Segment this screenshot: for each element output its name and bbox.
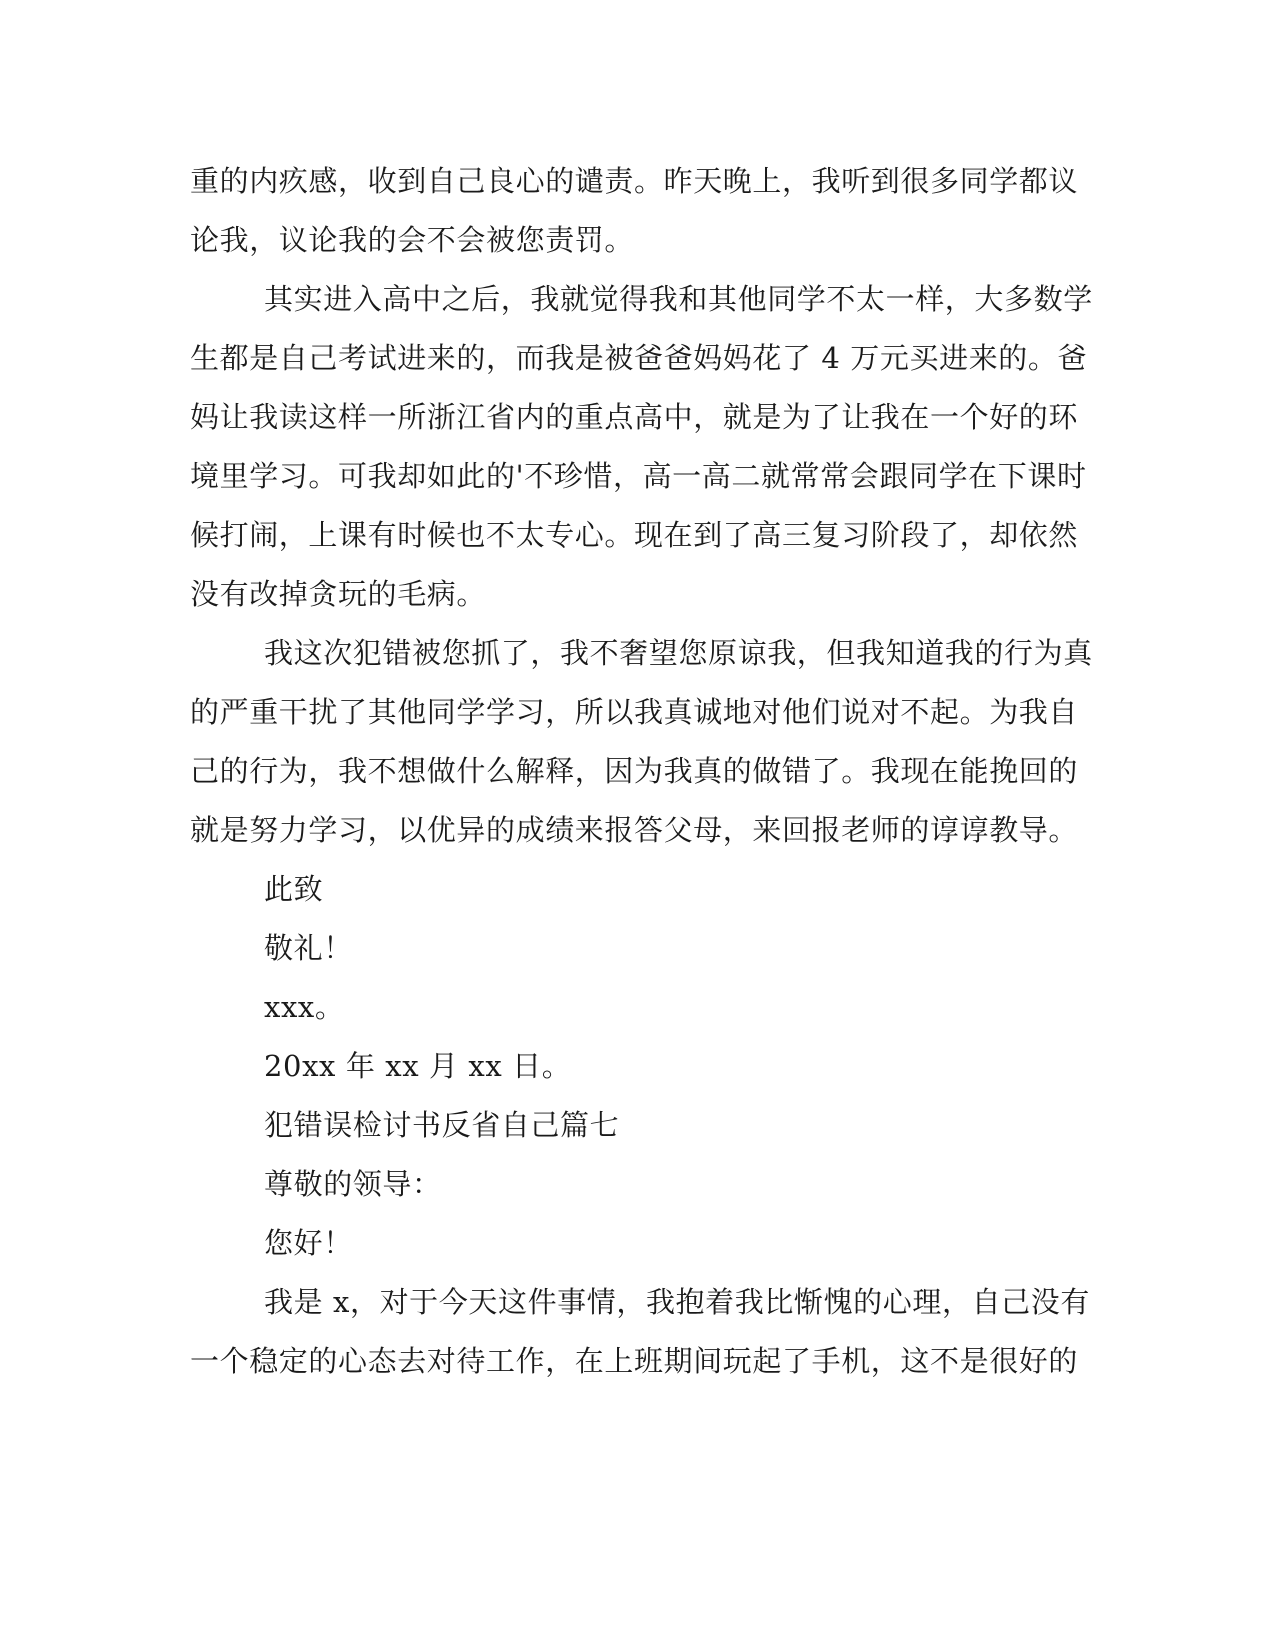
section-title: 犯错误检讨书反省自己篇七: [264, 1108, 620, 1142]
paragraph-start: 我这次犯错被您抓了，我不奢望您原谅我，但我知道我的行为真: [264, 636, 1093, 670]
greeting: 您好！: [264, 1226, 353, 1260]
text-line: 没有改掉贪玩的毛病。: [190, 577, 487, 611]
text-line: 就是努力学习，以优异的成绩来报答父母，来回报老师的谆谆教导。: [190, 813, 1079, 847]
text-line: 的严重干扰了其他同学学习，所以我真诚地对他们说对不起。为我自: [190, 695, 1079, 729]
text-line: 候打闹，上课有时候也不太专心。现在到了高三复习阶段了，却依然: [190, 518, 1079, 552]
text-line: 妈让我读这样一所浙江省内的重点高中，就是为了让我在一个好的环: [190, 400, 1079, 434]
text-line: 境里学习。可我却如此的'不珍惜，高一高二就常常会跟同学在下课时: [190, 459, 1087, 493]
closing-phrase: 此致: [264, 872, 324, 906]
paragraph-start: 我是 x，对于今天这件事情，我抱着我比惭愧的心理，自己没有: [264, 1285, 1090, 1319]
signature-name: xxx。: [264, 990, 345, 1024]
text-line: 论我，议论我的会不会被您责罚。: [190, 223, 635, 257]
text-line: 重的内疚感，收到自己良心的谴责。昨天晚上，我听到很多同学都议: [190, 164, 1079, 198]
greeting-addressee: 尊敬的领导：: [264, 1167, 442, 1201]
text-line: 己的行为，我不想做什么解释，因为我真的做错了。我现在能挽回的: [190, 754, 1079, 788]
paragraph-start: 其实进入高中之后，我就觉得我和其他同学不太一样，大多数学: [264, 282, 1093, 316]
salutation-closing: 敬礼！: [264, 931, 353, 965]
signature-date: 20xx 年 xx 月 xx 日。: [264, 1049, 572, 1083]
text-line: 一个稳定的心态去对待工作，在上班期间玩起了手机，这不是很好的: [190, 1344, 1079, 1378]
text-line: 生都是自己考试进来的，而我是被爸爸妈妈花了 4 万元买进来的。爸: [190, 341, 1088, 375]
